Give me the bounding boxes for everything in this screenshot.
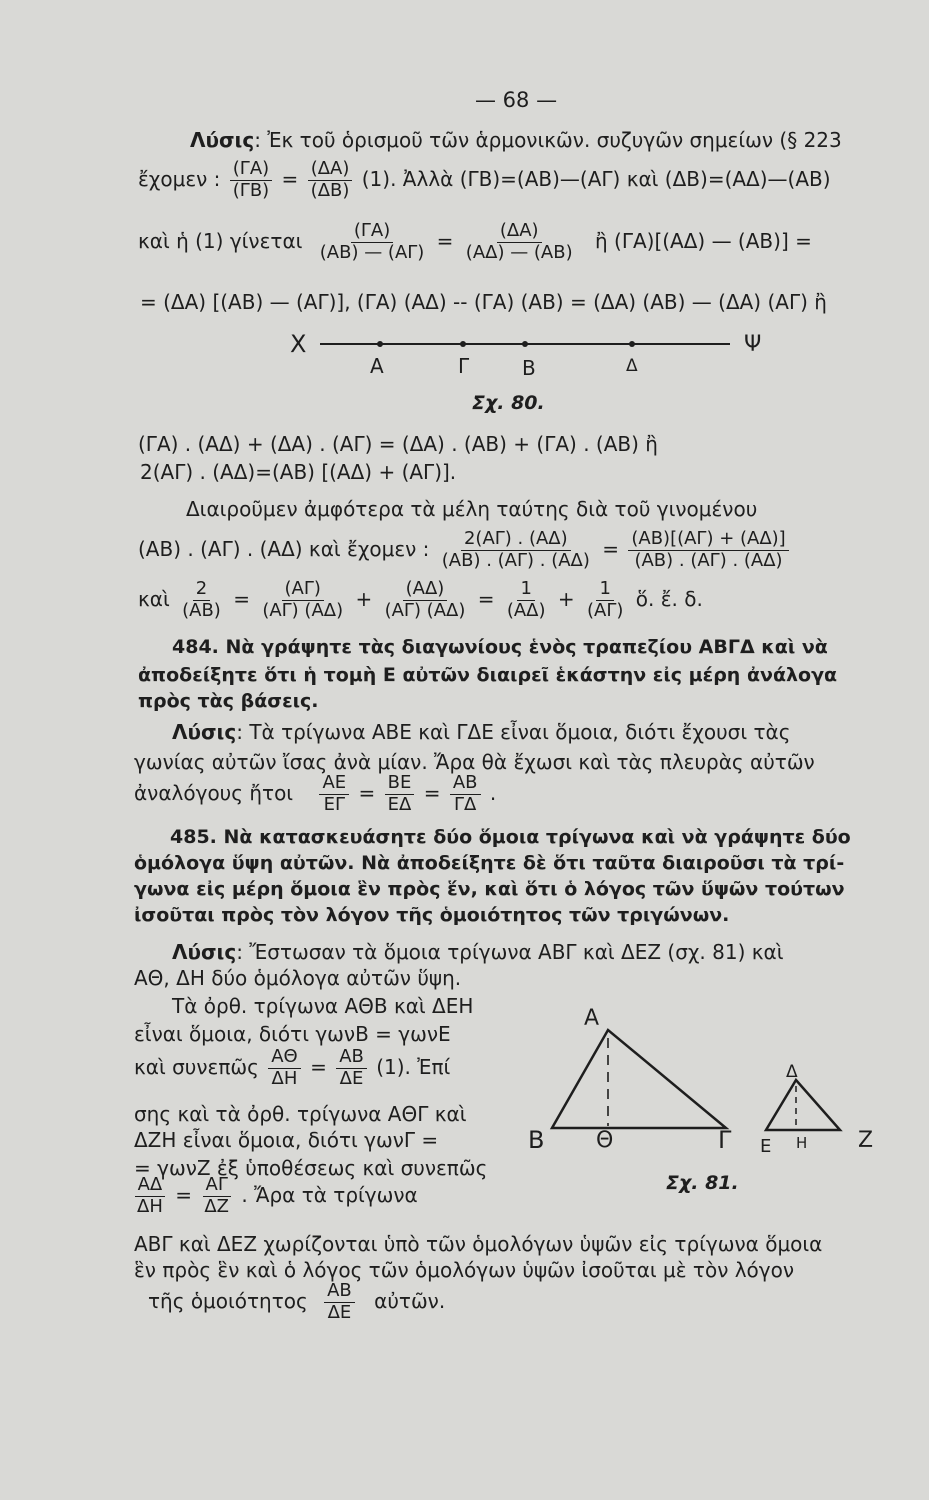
numerator: 2 bbox=[193, 580, 210, 601]
numerator: (ΓΑ) bbox=[230, 160, 272, 181]
problem-485-line-3: γωνα εἰς μέρη ὅμοια ἓν πρὸς ἕν, καὶ ὅτι ὁ λόγος τῶν ὕψῶν τούτων bbox=[134, 878, 845, 900]
label-small-e: Ε bbox=[760, 1136, 772, 1157]
label-big-b: Β bbox=[528, 1126, 545, 1154]
equation-line-4: = (ΔΑ) [(ΑΒ) — (ΑΓ)], (ΓΑ) (ΑΔ) -- (ΓΑ) (ΑΒ) = (ΔΑ) (ΑΒ) — (ΔΑ) (ΑΓ) ἢ bbox=[140, 290, 827, 314]
text: : Τὰ τρίγωνα ΑΒΕ καὶ ΓΔΕ εἶναι ὅμοια, διότι ἔχουσι τὰς bbox=[236, 720, 791, 744]
fraction bbox=[179, 580, 224, 621]
fraction bbox=[628, 530, 788, 571]
denominator: (ΑΒ) bbox=[182, 599, 221, 621]
text: αὐτῶν. bbox=[374, 1288, 446, 1313]
denominator: (ΓΒ) bbox=[232, 179, 270, 201]
text: ἔχομεν : bbox=[138, 166, 221, 191]
point-a bbox=[377, 341, 383, 347]
label-point-g: Γ bbox=[458, 354, 470, 378]
problem-485-line-4: ἰσοῦται πρὸς τὸν λόγον τῆς ὁμοιότητος τῶν τριγώνων. bbox=[134, 904, 730, 926]
text: (1). Ἀλλὰ (ΓΒ)=(ΑΒ)—(ΑΓ) καὶ (ΔΒ)=(ΑΔ)—(ΑΒ) bbox=[361, 166, 831, 191]
equals: = bbox=[477, 586, 495, 611]
numerator: ΑΔ bbox=[135, 1176, 166, 1197]
denominator: ΔΕ bbox=[339, 1067, 364, 1089]
solution-485-line-9 bbox=[134, 1176, 418, 1217]
solution-484-line-2: γωνίας αὐτῶν ἴσας ἀνὰ μίαν. Ἄρα θὰ ἔχωσι καὶ τὰς πλευρὰς αὐτῶν bbox=[134, 750, 815, 774]
equals: = bbox=[436, 228, 454, 253]
solution-485-line-11: ἓν πρὸς ἓν καὶ ὁ λόγος τῶν ὁμολόγων ὑψῶν ἰσοῦται μὲ τὸν λόγον bbox=[134, 1258, 795, 1282]
numerator: (ΑΓ) bbox=[282, 580, 324, 601]
denominator: (ΑΔ) bbox=[506, 599, 546, 621]
equals: = bbox=[423, 780, 441, 805]
equation-line-6: 2(ΑΓ) . (ΑΔ)=(ΑΒ) [(ΑΔ) + (ΑΓ)]. bbox=[140, 460, 457, 484]
numerator: (ΔΑ) bbox=[308, 160, 353, 181]
text: καὶ συνεπῶς bbox=[134, 1054, 259, 1079]
denominator: ΔΗ bbox=[137, 1195, 163, 1217]
text: καὶ ἡ (1) γίνεται bbox=[138, 228, 303, 253]
text: : Ἐκ τοῦ ὁρισμοῦ τῶν ἁρμονικῶν. συζυγῶν σημείων (§ 223 bbox=[254, 128, 842, 152]
text: . bbox=[489, 780, 497, 805]
point-b bbox=[522, 341, 528, 347]
figure-80-caption: Σχ. 80. bbox=[472, 392, 545, 414]
solution-485-line-4: εἶναι ὅμοια, διότι γωνΒ = γωνΕ bbox=[134, 1022, 451, 1046]
solution-lead: Λύσις bbox=[172, 940, 237, 964]
fraction bbox=[134, 1176, 166, 1217]
label-small-h: Η bbox=[796, 1134, 808, 1152]
figure-81-caption: Σχ. 81. bbox=[666, 1172, 739, 1194]
point-g bbox=[460, 341, 466, 347]
triangle-abg bbox=[552, 1030, 726, 1128]
fraction bbox=[584, 580, 626, 621]
text: καὶ bbox=[138, 586, 170, 611]
numerator: ΑΒ bbox=[324, 1282, 355, 1303]
denominator: (ΑΒ) . (ΑΓ) . (ΑΔ) bbox=[441, 549, 590, 571]
solution-485-line-10: ΑΒΓ καὶ ΔΕΖ χωρίζονται ὑπὸ τῶν ὁμολόγων ὑψῶν εἰς τρίγωνα ὅμοια bbox=[134, 1232, 823, 1256]
fraction bbox=[268, 1048, 300, 1089]
label-point-b: Β bbox=[522, 356, 536, 380]
denominator: (ΔΒ) bbox=[310, 179, 350, 201]
fraction bbox=[324, 1282, 355, 1323]
denominator: (ΑΒ) . (ΑΓ) . (ΑΔ) bbox=[634, 549, 783, 571]
numerator: 1 bbox=[517, 580, 534, 601]
solution-485-line-3: Τὰ ὀρθ. τρίγωνα ΑΘΒ καὶ ΔΕΗ bbox=[172, 994, 474, 1018]
numerator: ΑΒ bbox=[336, 1048, 367, 1069]
denominator: (ΑΒ) — (ΑΓ) bbox=[319, 241, 425, 263]
denominator: ΓΔ bbox=[453, 793, 477, 815]
fraction bbox=[439, 530, 593, 571]
numerator: (ΑΔ) bbox=[403, 580, 448, 601]
numerator: ΑΕ bbox=[319, 774, 349, 795]
solution-lead: Λύσις bbox=[172, 720, 237, 744]
fraction bbox=[450, 774, 481, 815]
label-small-z: Ζ bbox=[858, 1128, 874, 1153]
label-big-a: Α bbox=[584, 1006, 600, 1031]
denominator: ΔΖ bbox=[204, 1195, 229, 1217]
solution-484-line-1 bbox=[172, 720, 790, 744]
point-d bbox=[629, 341, 635, 347]
numerator: ΒΕ bbox=[385, 774, 415, 795]
label-big-th: Θ bbox=[596, 1128, 614, 1153]
page-number: — 68 — bbox=[475, 88, 558, 112]
problem-485-line-1: 485. Νὰ κατασκευάσητε δύο ὅμοια τρίγωνα καὶ νὰ γράψητε δύο bbox=[170, 826, 851, 848]
text: ἢ (ΓΑ)[(ΑΔ) — (ΑΒ)] = bbox=[594, 228, 812, 253]
equation-line-2 bbox=[138, 160, 831, 201]
plus: + bbox=[355, 586, 373, 611]
problem-484-line-1: 484. Νὰ γράψητε τὰς διαγωνίους ἑνὸς τραπεζίου ΑΒΓΔ καὶ νὰ bbox=[172, 636, 828, 658]
numerator: 1 bbox=[596, 580, 613, 601]
equals: = bbox=[602, 536, 619, 561]
fraction bbox=[230, 160, 272, 201]
numerator: ΑΒ bbox=[450, 774, 481, 795]
plus: + bbox=[557, 586, 575, 611]
numerator: 2(ΑΓ) . (ΑΔ) bbox=[461, 530, 571, 551]
problem-484-line-2: ἀποδείξητε ὅτι ἡ τομὴ Ε αὐτῶν διαιρεῖ ἑκάστην εἰς μέρη ἀνάλογα bbox=[138, 664, 838, 686]
equals: = bbox=[358, 780, 376, 805]
solution-lead: Λύσις bbox=[190, 128, 255, 152]
text: : Ἔστωσαν τὰ ὅμοια τρίγωνα ΑΒΓ καὶ ΔΕΖ (σχ. 81) καὶ bbox=[236, 940, 784, 964]
fraction bbox=[385, 774, 415, 815]
denominator: (ΑΓ) (ΑΔ) bbox=[384, 599, 466, 621]
text: (ΑΒ) . (ΑΓ) . (ΑΔ) καὶ ἔχομεν : bbox=[138, 536, 430, 561]
solution-485-line-5 bbox=[134, 1048, 450, 1089]
fraction bbox=[259, 580, 346, 621]
fraction bbox=[201, 1176, 232, 1217]
solution-line-1 bbox=[190, 128, 842, 152]
fraction bbox=[319, 774, 349, 815]
equals: = bbox=[175, 1182, 192, 1207]
numerator: (ΔΑ) bbox=[497, 222, 542, 243]
equals: = bbox=[281, 166, 299, 191]
solution-485-line-2: ΑΘ, ΔΗ δύο ὁμόλογα αὐτῶν ὕψη. bbox=[134, 966, 462, 990]
text: τῆς ὁμοιότητος bbox=[148, 1288, 308, 1313]
label-point-a: Α bbox=[370, 354, 384, 378]
equation-line-9 bbox=[138, 580, 703, 621]
fraction bbox=[382, 580, 469, 621]
numerator: (ΑΒ)[(ΑΓ) + (ΑΔ)] bbox=[628, 530, 788, 551]
text-line-7: Διαιροῦμεν ἀμφότερα τὰ μέλη ταύτης διὰ τοῦ γινομένου bbox=[186, 497, 758, 521]
denominator: (ΑΓ) (ΑΔ) bbox=[262, 599, 344, 621]
label-small-d: Δ bbox=[786, 1062, 798, 1082]
fraction bbox=[336, 1048, 367, 1089]
equation-line-3 bbox=[138, 222, 812, 263]
numerator: (ΓΑ) bbox=[351, 222, 393, 243]
numerator: ΑΘ bbox=[268, 1048, 300, 1069]
solution-485-line-7: ΔΖΗ εἶναι ὅμοια, διότι γωνΓ = bbox=[134, 1128, 439, 1152]
label-x: Χ bbox=[290, 330, 307, 358]
text: . Ἄρα τὰ τρίγωνα bbox=[241, 1182, 418, 1207]
label-big-g: Γ bbox=[718, 1126, 732, 1154]
fraction bbox=[463, 222, 576, 263]
denominator: ΔΗ bbox=[271, 1067, 298, 1089]
denominator: ΕΔ bbox=[387, 793, 412, 815]
problem-484-line-3: πρὸς τὰς βάσεις. bbox=[138, 690, 319, 712]
text: ἀναλόγους ἤτοι bbox=[134, 780, 294, 805]
solution-485-line-8: = γωνΖ ἐξ ὑποθέσεως καὶ συνεπῶς bbox=[134, 1156, 488, 1180]
equation-line-8 bbox=[138, 530, 792, 571]
fraction bbox=[317, 222, 428, 263]
denominator: ΔΕ bbox=[327, 1301, 352, 1323]
denominator: (ΑΔ) — (ΑΒ) bbox=[465, 241, 573, 263]
text: (1). Ἐπί bbox=[376, 1054, 451, 1079]
solution-484-line-3 bbox=[134, 774, 496, 815]
label-y: Ψ bbox=[744, 332, 762, 357]
denominator: ΕΓ bbox=[323, 793, 345, 815]
label-point-d: Δ bbox=[626, 356, 638, 376]
fraction bbox=[308, 160, 353, 201]
problem-485-line-2: ὁμόλογα ὕψη αὐτῶν. Νὰ ἀποδείξητε δὲ ὅτι ταῦτα διαιροῦσι τὰ τρί- bbox=[134, 852, 845, 874]
solution-485-line-1 bbox=[172, 940, 784, 964]
solution-485-line-12 bbox=[148, 1282, 445, 1323]
triangle-dez bbox=[766, 1080, 840, 1130]
equals: = bbox=[233, 586, 250, 611]
numerator: ΑΓ bbox=[203, 1176, 231, 1197]
solution-485-line-6: σης καὶ τὰ ὀρθ. τρίγωνα ΑΘΓ καὶ bbox=[134, 1102, 467, 1126]
text: ὅ. ἔ. δ. bbox=[635, 586, 703, 611]
equation-line-5: (ΓΑ) . (ΑΔ) + (ΔΑ) . (ΑΓ) = (ΔΑ) . (ΑΒ) + (ΓΑ) . (ΑΒ) ἢ bbox=[138, 432, 658, 456]
fraction bbox=[504, 580, 549, 621]
denominator: (ΑΓ) bbox=[587, 599, 624, 621]
equals: = bbox=[310, 1054, 327, 1079]
